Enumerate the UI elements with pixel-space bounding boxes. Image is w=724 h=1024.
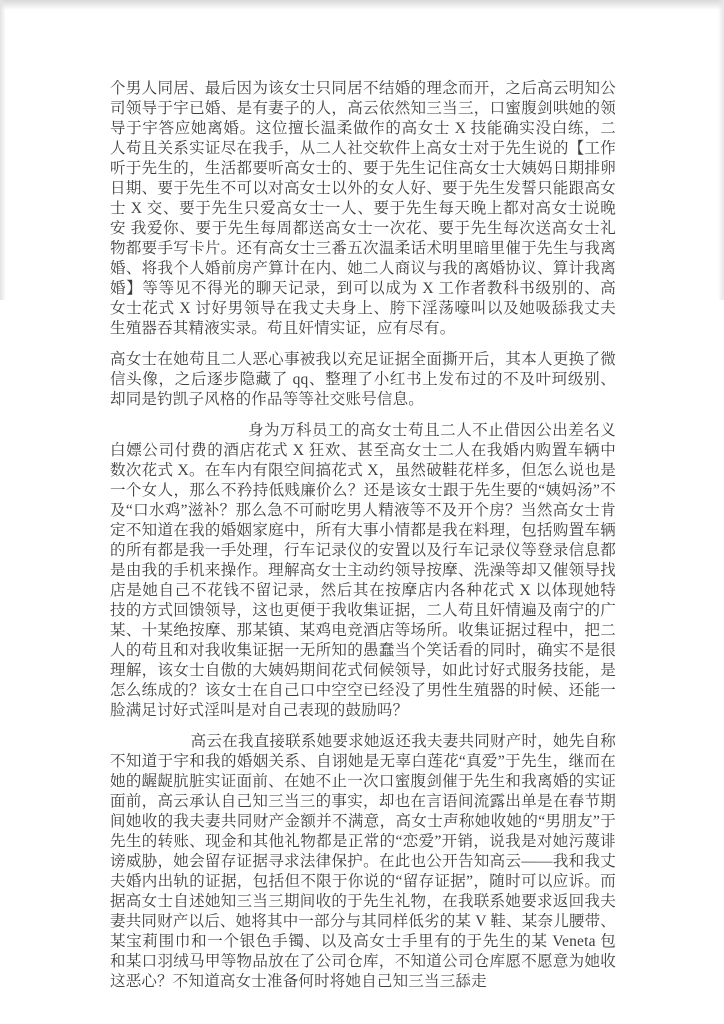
paragraph-3: 身为万科员工的高女士苟且二人不止借因公出差名义白嫖公司付费的酒店花式 X 狂欢、甚至高女士二人在我婚内购置车辆中数次花式 X。在车内有限空间搞花式 X，虽然破鞋花样多，但怎么说也是一个女人，那么不矜持低贱廉价么？还是该女士跟于先生要的“姨妈汤”不及“口水鸡”滋补？那么急不可耐吃男人精液等不及开个房？当然高女士肯定不知道在我的婚姻家庭中，所有大事小情都是我在料理，包括购置车辆的所有都是我一手处理，行车记录仪的安置以及行车记录仪等登录信息都是由我的手机来操作。理解高女士主动约领导按摩、洗澡等却又催领导找店是她自己不花钱不留记录，然后其在按摩店内各种花式 X 以体现她特技的方式回馈领导，这也更便于我收集证据，二人苟且奸情遍及南宁的广某、十某绝按摩、那某镇、某鸡电竞酒店等场所。收集证据过程中，把二人的苟且和对我收集证据一无所知的愚蠢当个笑话看的同时，确实不是很理解，该女士自傲的大姨妈期间花式伺候领导，如此讨好式服务技能，是怎么练成的？该女士在自己口中空空已经没了男性生殖器的时候、还能一脸满足讨好式淫叫是对自己表现的鼓励吗？ <box>110 422 616 719</box>
paragraph-4: 高云在我直接联系她要求她返还我夫妻共同财产时，她先自称不知道于宇和我的婚姻关系、自诩她是无辜白莲花“真爱”于先生，继而在她的龌龊肮脏实证面前、在她不止一次口蜜腹剑催于先生和我离婚的实证面前，高云承认自己知三当三的事实，却也在言语间流露出单是在春节期间她收的我夫妻共同财产金额并不满意，高女士声称她收她的“男朋友”于先生的转账、现金和其他礼物都是正常的“恋爱”开销，说我是对她污蔑诽谤威胁，她会留存证据寻求法律保护。在此也公开告知高云——我和我丈夫婚内出轨的证据，包括但不限于你说的“留存证据”，随时可以应诉。而据高女士自述她知三当三期间收的于先生礼物，在我联系她要求返回我夫妻共同财产以后、她将其中一部分与其同样低劣的某 V 鞋、某奈儿腰带、某宝莉围巾和一个银色手镯、以及高女士手里有的于先生的某 Veneta 包和某口羽绒马甲等物品放在了公司仓库，不知道公司仓库愿不愿意为她收这恶心？不知道高女士准备何时将她自己知三当三舔走 <box>110 733 616 990</box>
paragraph-2: 高女士在她苟且二人恶心事被我以充足证据全面撕开后，其本人更换了微信头像，之后逐步隐藏了 qq、整理了小红书上发布过的不及叶珂级别、却同是钓凯子风格的作品等等社交账号信息。 <box>110 351 616 408</box>
scan-edge-shadow-left <box>0 0 6 300</box>
scan-edge-shadow-top <box>0 0 724 10</box>
text-body <box>110 79 616 1003</box>
paragraph-1: 个男人同居、最后因为该女士只同居不结婚的理念而开，之后高云明知公司领导于宇已婚、是有妻子的人，高云依然知三当三，口蜜腹剑哄她的领导于宇答应她离婚。这位擅长温柔做作的高女士 X 技能确实没白练，二人苟且关系实证尽在我手，从二人社交软件上高女士对于先生说的【工作听于先生的，生活都要听高女士的、要于先生记住高女士大姨妈日期排卵日期、要于先生不可以对高女士以外的女人好、要于先生发誓只能跟高女士 X 交、要于先生只爱高女士一人、要于先生每天晚上都对高女士说晚安 我爱你、要于先生每周都送高女士一次花、要于先生每次送高女士礼物都要手写卡片。还有高女士三番五次温柔话术明里暗里催于先生与我离婚、将我个人婚前房产算计在内、她二人商议与我的离婚协议、算计我离婚】等等见不得光的聊天记录，到可以成为 X 工作者教科书级别的、高女士花式 X 讨好男领导在我丈夫身上、胯下淫荡嚎叫以及她吸舔我丈夫生殖器吞其精液实录。苟且奸情实证，应有尽有。 <box>110 80 616 337</box>
scan-edge-shadow-right <box>718 0 724 300</box>
